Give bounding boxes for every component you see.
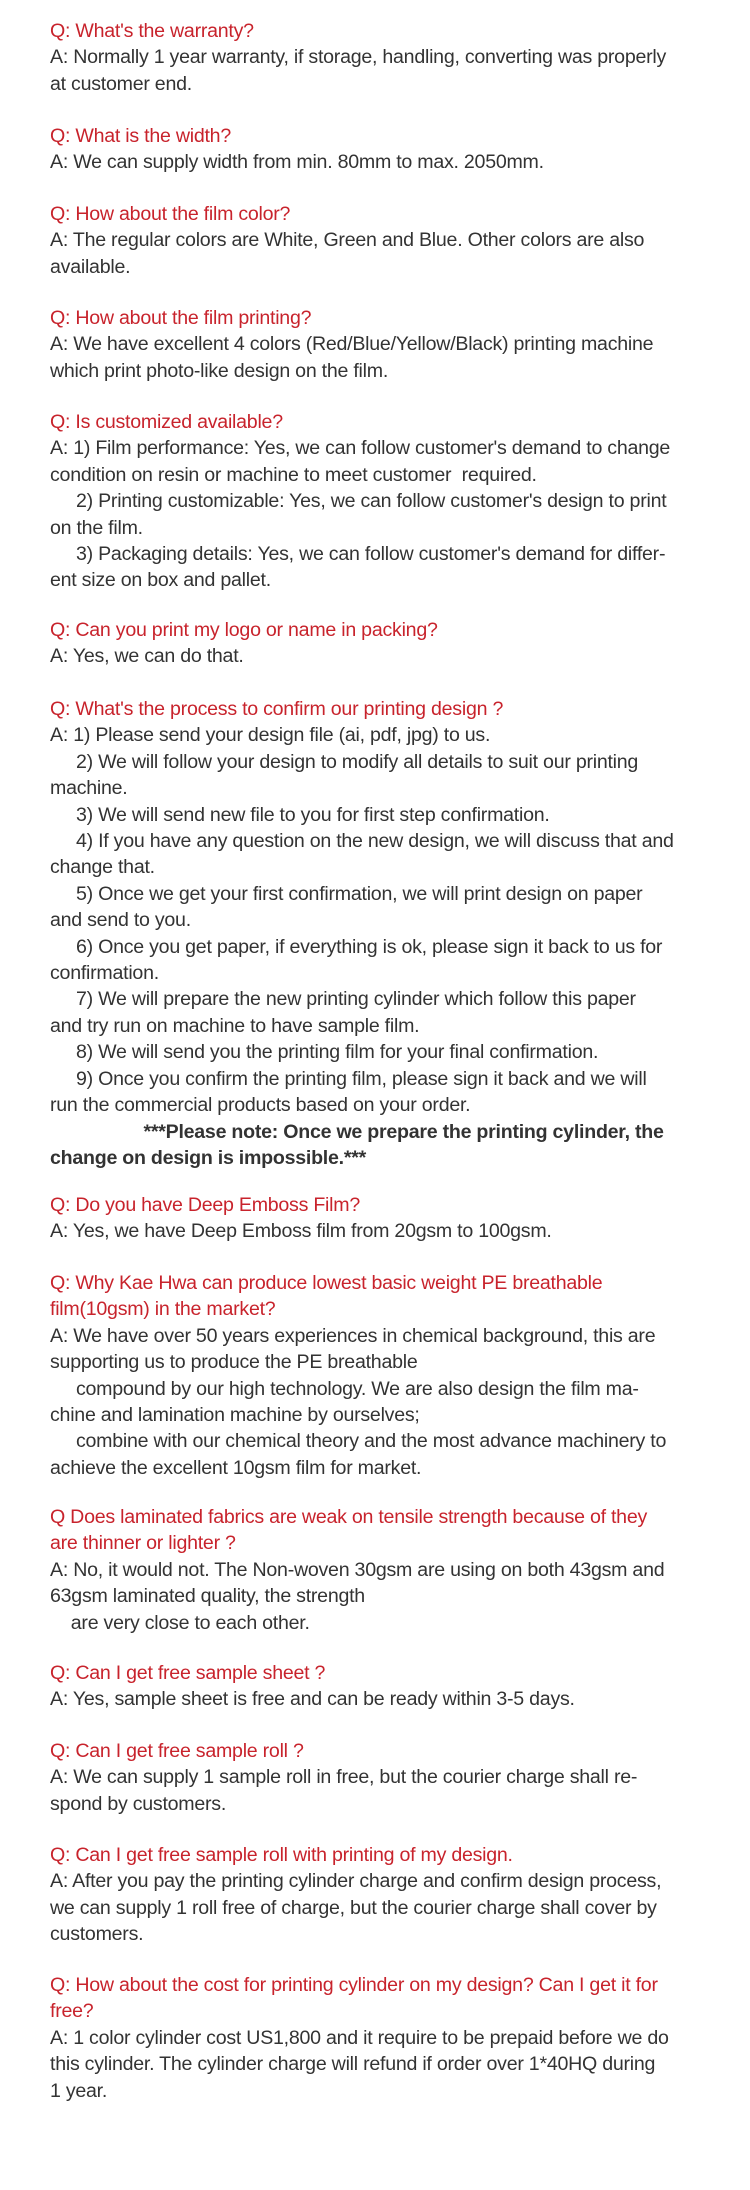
faq-answer: 9) Once you confirm the printing film, please sign it back and we will	[50, 1067, 647, 1090]
faq-item	[50, 696, 730, 1171]
faq-question: Q: Can I get free sample sheet ?	[50, 1662, 326, 1684]
faq-answer: spond by customers.	[50, 1792, 227, 1815]
faq-answer: 6) Once you get paper, if everything is ok, please sign it back to us for	[50, 935, 663, 958]
faq-question: free?	[50, 2000, 94, 2023]
faq-answer: A: We have over 50 years experiences in chemical background, this are	[50, 1324, 656, 1347]
faq-answer: and send to you.	[50, 909, 191, 932]
faq-answer: A: We can supply width from min. 80mm to max. 2050mm.	[50, 151, 544, 174]
faq-answer: run the commercial products based on your order.	[50, 1094, 471, 1117]
faq-answer: supporting us to produce the PE breathable	[50, 1351, 418, 1374]
faq-answer: A: We have excellent 4 colors (Red/Blue/Yellow/Black) printing machine	[50, 333, 654, 356]
faq-answer: 2) Printing customizable: Yes, we can follow customer's design to print	[50, 490, 667, 513]
faq-answer: A: No, it would not. The Non-woven 30gsm are using on both 43gsm and	[50, 1558, 665, 1581]
faq-answer: 2) We will follow your design to modify all details to suit our printing	[50, 750, 639, 773]
faq-answer: 63gsm laminated quality, the strength	[50, 1585, 365, 1608]
faq-item	[50, 201, 730, 280]
faq-question: Q: Is customized available?	[50, 411, 283, 433]
faq-answer: 3) We will send new file to you for first step confirmation.	[50, 803, 550, 826]
faq-answer: this cylinder. The cylinder charge will refund if order over 1*40HQ during	[50, 2053, 656, 2076]
faq-question: Q: What's the process to confirm our printing design ?	[50, 698, 504, 720]
faq-question: Q: What is the width?	[50, 125, 231, 147]
faq-item	[50, 1270, 730, 1481]
faq-question: Q: How about the cost for printing cylinder on my design? Can I get it for	[50, 1974, 658, 1996]
faq-answer: A: We can supply 1 sample roll in free, but the courier charge shall re-	[50, 1766, 638, 1789]
faq-answer: at customer end.	[50, 72, 192, 95]
faq-question: Q: Why Kae Hwa can produce lowest basic weight PE breathable	[50, 1272, 603, 1294]
faq-item	[50, 18, 730, 97]
faq-answer: A: After you pay the printing cylinder charge and confirm design process,	[50, 1870, 662, 1893]
faq-question: Q: Do you have Deep Emboss Film?	[50, 1194, 360, 1216]
faq-answer: machine.	[50, 777, 128, 800]
faq-question: Q: Can I get free sample roll with printing of my design.	[50, 1844, 513, 1866]
faq-item	[50, 1192, 730, 1245]
faq-item	[50, 617, 730, 670]
faq-item	[50, 1842, 730, 1948]
faq-answer: condition on resin or machine to meet customer required.	[50, 463, 537, 486]
faq-answer: confirmation.	[50, 962, 159, 985]
faq-answer: A: 1 color cylinder cost US1,800 and it require to be prepaid before we do	[50, 2026, 669, 2049]
faq-note: ***Please note: Once we prepare the printing cylinder, the	[50, 1120, 664, 1143]
faq-answer: and try run on machine to have sample film.	[50, 1014, 420, 1037]
faq-answer: A: 1) Film performance: Yes, we can follow customer's demand to change	[50, 437, 671, 460]
faq-answer: achieve the excellent 10gsm film for market.	[50, 1456, 422, 1479]
faq-item	[50, 305, 730, 384]
faq-answer: A: Yes, sample sheet is free and can be ready within 3-5 days.	[50, 1688, 575, 1711]
faq-answer: ent size on box and pallet.	[50, 569, 271, 592]
faq-question: film(10gsm) in the market?	[50, 1298, 276, 1321]
faq-item	[50, 1738, 730, 1817]
faq-answer: A: The regular colors are White, Green and Blue. Other colors are also	[50, 229, 645, 252]
faq-answer: which print photo-like design on the film.	[50, 359, 389, 382]
faq-answer: on the film.	[50, 516, 143, 539]
faq-answer: 1 year.	[50, 2079, 108, 2102]
faq-answer: 8) We will send you the printing film for your final confirmation.	[50, 1041, 599, 1064]
faq-question: Q: How about the film color?	[50, 203, 291, 225]
faq-question: Q: What's the warranty?	[50, 20, 254, 42]
faq-question: Q Does laminated fabrics are weak on tensile strength because of they	[50, 1506, 648, 1528]
faq-answer: chine and lamination machine by ourselves;	[50, 1404, 420, 1427]
faq-question: Q: Can I get free sample roll ?	[50, 1740, 304, 1762]
faq-answer: customers.	[50, 1923, 144, 1946]
faq-answer: we can supply 1 roll free of charge, but the courier charge shall cover by	[50, 1896, 657, 1919]
faq-item	[50, 409, 730, 594]
faq-answer: A: 1) Please send your design file (ai, pdf, jpg) to us.	[50, 724, 491, 747]
faq-answer: 7) We will prepare the new printing cylinder which follow this paper	[50, 988, 636, 1011]
faq-item	[50, 1660, 730, 1713]
faq-question: Q: How about the film printing?	[50, 307, 312, 329]
faq-item	[50, 1504, 730, 1636]
faq-answer: change that.	[50, 856, 155, 879]
faq-answer: combine with our chemical theory and the most advance machinery to	[50, 1430, 667, 1453]
faq-note: change on design is impossible.***	[50, 1146, 366, 1169]
faq-item	[50, 123, 730, 176]
faq-item	[50, 1972, 730, 2104]
faq-answer: A: Yes, we can do that.	[50, 645, 244, 668]
faq-answer: are very close to each other.	[50, 1611, 310, 1634]
faq-answer: available.	[50, 255, 131, 278]
faq-answer: compound by our high technology. We are also design the film ma-	[50, 1377, 639, 1400]
faq-answer: 3) Packaging details: Yes, we can follow customer's demand for differ-	[50, 543, 666, 566]
faq-answer: A: Yes, we have Deep Emboss film from 20gsm to 100gsm.	[50, 1220, 552, 1243]
faq-question: are thinner or lighter ?	[50, 1532, 236, 1555]
faq-answer: 4) If you have any question on the new design, we will discuss that and	[50, 830, 674, 853]
faq-question: Q: Can you print my logo or name in packing?	[50, 619, 438, 641]
faq-answer: A: Normally 1 year warranty, if storage, handling, converting was properly	[50, 46, 667, 69]
faq-answer: 5) Once we get your first confirmation, we will print design on paper	[50, 882, 643, 905]
